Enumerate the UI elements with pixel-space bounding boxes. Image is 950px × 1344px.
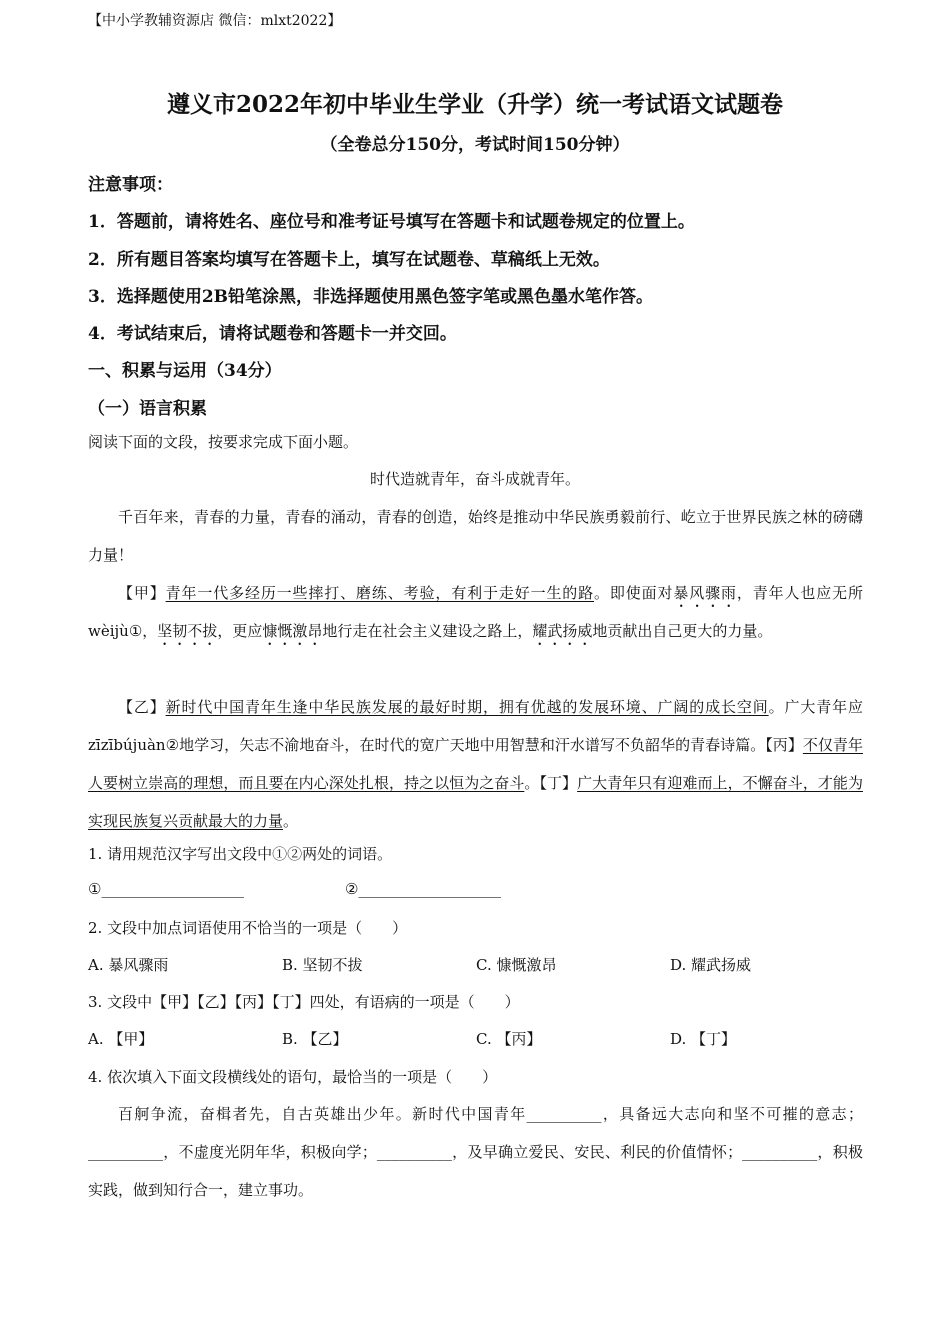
q2-option-b: B. 坚韧不拔: [282, 956, 363, 974]
question-4-stem: 4. 依次填入下面文段横线处的语句，最恰当的一项是（ ）: [88, 1068, 498, 1086]
text: 地学习，矢志不渝地奋斗，在时代的宽广天地中用智慧和汗水谱写不负韶华的青春诗篇。: [179, 736, 766, 754]
notice-heading: 注意事项：: [88, 175, 173, 195]
text: 。: [524, 774, 540, 792]
tag-jia: 【甲】: [118, 584, 166, 602]
question-4-text: 百舸争流，奋楫者先，自古英雄出少年。新时代中国青年__________，具备远大志向和坚不可摧的意志；__________，不虚度光阴年华，积极向学；__________，及早确立爱民、安民、利民的价值情怀；__________，积极实践，做到知行合一，建立事功。: [88, 1105, 863, 1199]
q2-option-d: D. 耀武扬威: [670, 956, 752, 974]
sentence-bing: 不仅青年人要树立崇高的理想，而且要在内心深处扎根，持之以恒为之奋斗: [88, 736, 863, 792]
watermark-header: 【中小学教辅资源店 微信：mlxt2022】: [88, 13, 342, 29]
passage-paragraph-1: 千百年来，青春的力量，青春的涌动，青春的创造，始终是推动中华民族勇毅前行、屹立于世界民族之林的磅礴力量！: [88, 508, 863, 564]
q3-option-a: A. 【甲】: [88, 1030, 154, 1048]
text: 地行走在社会主义建设之路上，: [322, 622, 533, 640]
dotted-word-c: 慷慨激昂: [262, 622, 323, 640]
tag-yi: 【乙】: [118, 698, 166, 716]
text: ，: [142, 622, 158, 640]
sentence-ding: 广大青年只有迎难而上，不懈奋斗，才能为实现民族复兴贡献最大的力量: [88, 774, 863, 830]
passage-title: 时代造就青年，奋斗成就青年。: [369, 470, 580, 488]
pinyin-blank-1: wèijù①: [88, 622, 143, 640]
q2-option-a: A. 暴风骤雨: [88, 956, 169, 974]
notice-item: 2．所有题目答案均填写在答题卡上，填写在试题卷、草稿纸上无效。: [88, 250, 610, 270]
subsection-heading: （一）语言积累: [88, 399, 207, 419]
notice-item: 1．答题前，请将姓名、座位号和准考证号填写在答题卡和试题卷规定的位置上。: [88, 212, 695, 232]
text: 。: [283, 812, 299, 830]
instruction: 阅读下面的文段，按要求完成下面小题。: [88, 433, 359, 451]
question-1-stem: 1. 请用规范汉字写出文段中①②两处的词语。: [88, 845, 393, 863]
question-2-stem: 2. 文段中加点词语使用不恰当的一项是（ ）: [88, 919, 408, 937]
text: 地贡献出自己更大的力量。: [592, 622, 773, 640]
sentence-yi: 新时代中国青年生逢中华民族发展的最好时期，拥有优越的发展环境、广阔的成长空间: [165, 698, 769, 716]
dotted-word-b: 坚韧不拔: [157, 622, 218, 640]
question-3-stem: 3. 文段中【甲】【乙】【丙】【丁】四处，有语病的一项是（ ）: [88, 993, 520, 1011]
notice-item: 3．选择题使用2B铅笔涂黑，非选择题使用黑色签字笔或黑色墨水笔作答。: [88, 287, 654, 307]
sentence-jia: 青年一代多经历一些摔打、磨练、考验，有利于走好一生的路: [165, 584, 595, 602]
dotted-word-d: 耀武扬威: [532, 622, 593, 640]
section-heading: 一、积累与运用（34分）: [88, 361, 282, 381]
q3-option-d: D. 【丁】: [670, 1030, 737, 1048]
dotted-word-a: 暴风骤雨: [673, 584, 737, 602]
pinyin-blank-2: zīzībújuàn②: [88, 736, 180, 754]
q2-option-c: C. 慷慨激昂: [476, 956, 557, 974]
tag-bing: 【丙】: [765, 736, 803, 754]
passage-paragraph-3: [88, 688, 863, 840]
answer-blank-1: ①___________________: [88, 880, 244, 898]
passage-paragraph-2: [88, 574, 863, 650]
text: ，青年人也应无所: [736, 584, 863, 602]
answer-blank-2: ②___________________: [345, 880, 501, 898]
exam-title: 遵义市2022年初中毕业生学业（升学）统一考试语文试题卷: [166, 91, 783, 118]
exam-subtitle: （全卷总分150分，考试时间150分钟）: [320, 135, 630, 155]
text: 。即使面对: [594, 584, 674, 602]
text: 。广大青年应: [768, 698, 863, 716]
text: ，更应: [217, 622, 263, 640]
tag-ding: 【丁】: [539, 774, 578, 792]
notice-item: 4．考试结束后，请将试题卷和答题卡一并交回。: [88, 324, 457, 344]
q3-option-b: B. 【乙】: [282, 1030, 348, 1048]
q3-option-c: C. 【丙】: [476, 1030, 542, 1048]
